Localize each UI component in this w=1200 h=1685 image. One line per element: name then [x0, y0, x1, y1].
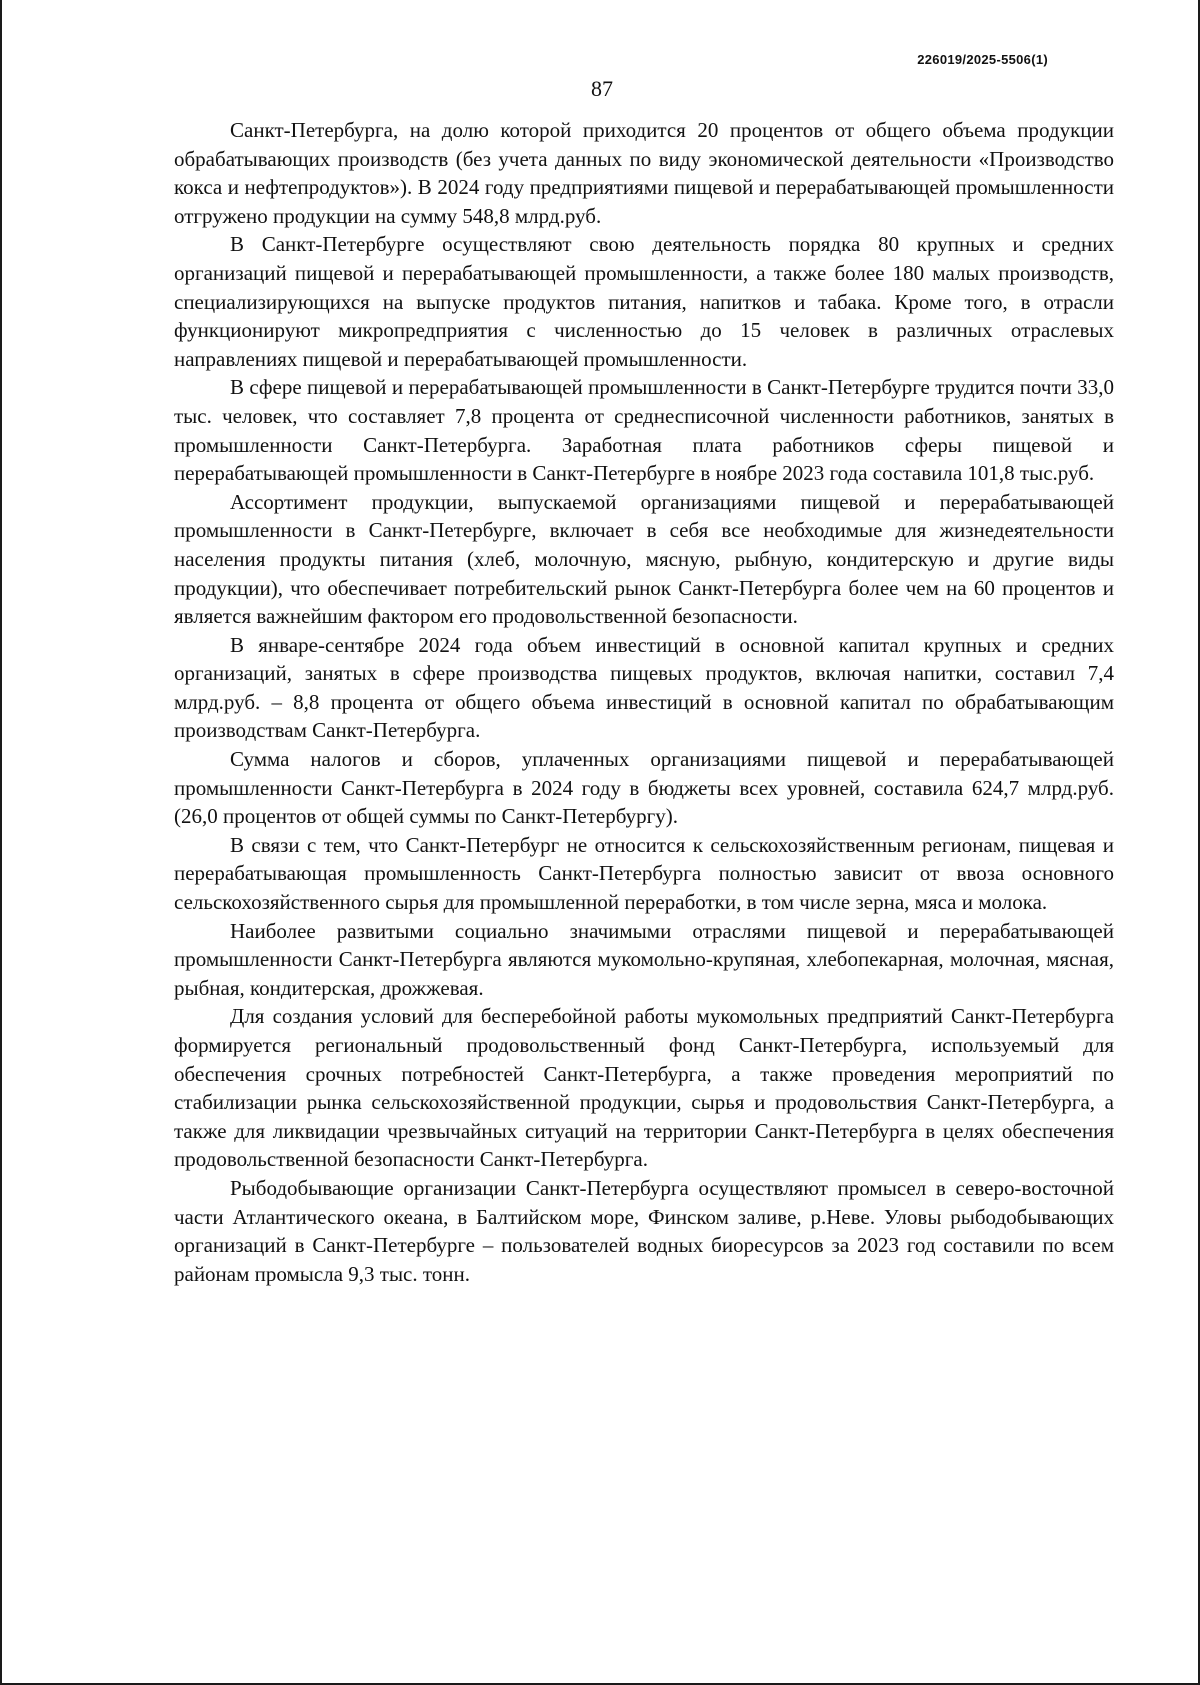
paragraph: Сумма налогов и сборов, уплаченных организациями пищевой и перерабатывающей промышленности Санкт-Петербурга в 2024 году в бюджеты всех уровней, составила 624,7 млрд.руб. (26,0 процентов от общей суммы по Санкт-Петербургу).	[174, 747, 1114, 829]
paragraph: Ассортимент продукции, выпускаемой организациями пищевой и перерабатывающей промышленности в Санкт-Петербурге, включает в себя все необходимые для жизнедеятельности населения продукты питания (хлеб, молочную, мясную, рыбную, кондитерскую и другие виды продукции), что обеспечивает потребительский рынок Санкт-Петербурга более чем на 60 процентов и является важнейшим фактором его продовольственной безопасности.	[174, 489, 1114, 629]
paragraph: Наиболее развитыми социально значимыми отраслями пищевой и перерабатывающей промышленности Санкт-Петербурга являются мукомольно-крупяная, хлебопекарная, молочная, мясная, рыбная, кондитерская, дрожжевая.	[174, 918, 1114, 1000]
paragraph: В Санкт-Петербурге осуществляют свою деятельность порядка 80 крупных и средних организаций пищевой и перерабатывающей промышленности, а также более 180 малых производств, специализирующихся на выпуске продуктов питания, напитков и табака. Кроме того, в отрасли функционируют микропредприятия с численностью до 15 человек в различных отраслевых направлениях пищевой и перерабатывающей промышленности.	[174, 232, 1114, 371]
paragraph: В январе-сентябре 2024 года объем инвестиций в основной капитал крупных и средних организаций, занятых в сфере производства пищевых продуктов, включая напитки, составил 7,4 млрд.руб. – 8,8 процента от общего объема инвестиций в основной капитал по обрабатывающим производствам Санкт-Петербурга.	[174, 632, 1114, 743]
page-number: 87	[591, 76, 613, 101]
paragraph: Санкт-Петербурга, на долю которой приходится 20 процентов от общего объема продукции обрабатывающих производств (без учета данных по виду экономической деятельности «Производство кокса и нефтепродуктов»). В 2024 году предприятиями пищевой и перерабатывающей промышленности отгружено продукции на сумму 548,8 млрд.руб.	[174, 118, 1114, 228]
body-text	[174, 116, 1114, 1288]
paragraph: В связи с тем, что Санкт-Петербург не относится к сельскохозяйственным регионам, пищевая и перерабатывающая промышленность Санкт-Петербурга полностью зависит от ввоза основного сельскохозяйственного сырья для промышленной переработки, в том числе зерна, мяса и молока.	[174, 832, 1114, 915]
paragraph: В сфере пищевой и перерабатывающей промышленности в Санкт-Петербурге трудится почти 33,0 тыс. человек, что составляет 7,8 процента от среднесписочной численности работников, занятых в промышленности Санкт-Петербурга. Заработная плата работников сферы пищевой и перерабатывающей промышленности в Санкт-Петербурге в ноябре 2023 года составила 101,8 тыс.руб.	[174, 375, 1114, 486]
document-registration-number: 226019/2025-5506(1)	[917, 52, 1048, 67]
paragraph: Рыбодобывающие организации Санкт-Петербурга осуществляют промысел в северо-восточной части Атлантического океана, в Балтийском море, Финском заливе, р.Неве. Уловы рыбодобывающих организаций в Санкт-Петербурге – пользователей водных биоресурсов за 2023 год составили по всем районам промысла 9,3 тыс. тонн.	[174, 1175, 1114, 1286]
paragraph: Для создания условий для бесперебойной работы мукомольных предприятий Санкт-Петербурга формируется региональный продовольственный фонд Санкт-Петербурга, используемый для обеспечения срочных потребностей Санкт-Петербурга, а также проведения мероприятий по стабилизации рынка сельскохозяйственной продукции, сырья и продовольствия Санкт-Петербурга, а также для ликвидации чрезвычайных ситуаций на территории Санкт-Петербурга в целях обеспечения продовольственной безопасности Санкт-Петербурга.	[174, 1004, 1114, 1172]
